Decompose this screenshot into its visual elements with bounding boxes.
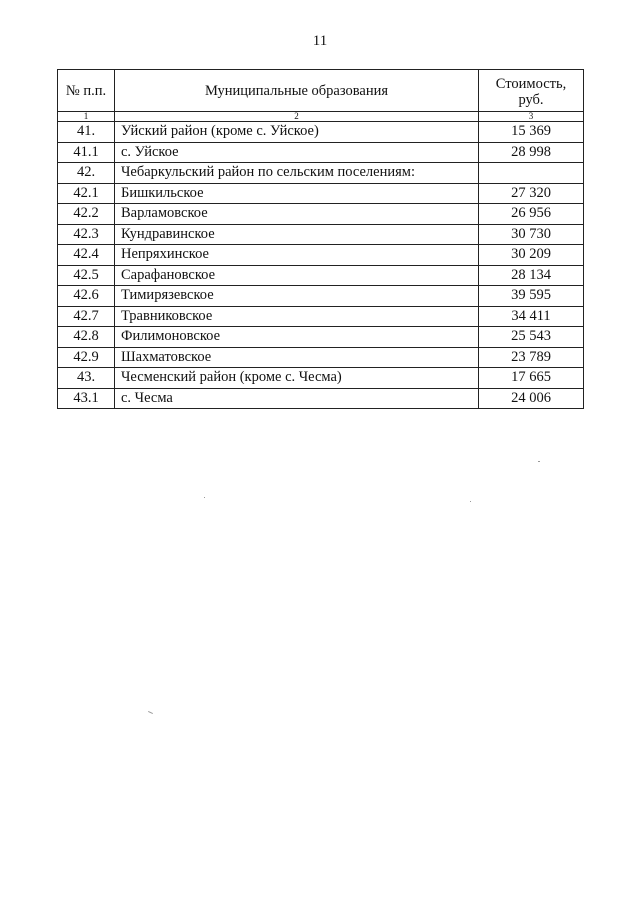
row-number: 42.8 xyxy=(58,327,115,348)
table-row xyxy=(58,163,584,184)
row-cost: 39 595 xyxy=(479,286,584,307)
row-cost: 25 543 xyxy=(479,327,584,348)
scan-speck xyxy=(470,501,471,502)
header-cost-line2: руб. xyxy=(518,91,544,108)
row-cost: 26 956 xyxy=(479,204,584,225)
row-municipality: Варламовское xyxy=(115,204,479,225)
row-cost: 27 320 xyxy=(479,183,584,204)
row-number: 43. xyxy=(58,368,115,389)
row-number: 41. xyxy=(58,122,115,143)
table-row xyxy=(58,183,584,204)
row-number: 42.6 xyxy=(58,286,115,307)
row-municipality: Сарафановское xyxy=(115,265,479,286)
row-cost: 17 665 xyxy=(479,368,584,389)
row-cost xyxy=(479,163,584,184)
row-cost: 23 789 xyxy=(479,347,584,368)
column-number: 3 xyxy=(479,112,584,122)
row-cost: 30 209 xyxy=(479,245,584,266)
row-number: 42.2 xyxy=(58,204,115,225)
row-cost: 24 006 xyxy=(479,388,584,409)
row-municipality: Травниковское xyxy=(115,306,479,327)
table-row xyxy=(58,224,584,245)
row-cost: 34 411 xyxy=(479,306,584,327)
row-number: 42.4 xyxy=(58,245,115,266)
row-municipality: Чесменский район (кроме с. Чесма) xyxy=(115,368,479,389)
table-row xyxy=(58,327,584,348)
row-municipality: с. Чесма xyxy=(115,388,479,409)
row-number: 42.5 xyxy=(58,265,115,286)
row-number: 42. xyxy=(58,163,115,184)
row-municipality: Кундравинское xyxy=(115,224,479,245)
scan-speck xyxy=(538,461,540,462)
table-row xyxy=(58,122,584,143)
table-row xyxy=(58,245,584,266)
scan-speck xyxy=(204,497,205,498)
row-number: 42.9 xyxy=(58,347,115,368)
header-number: № п.п. xyxy=(58,70,115,112)
row-number: 42.3 xyxy=(58,224,115,245)
header-municipality: Муниципальные образования xyxy=(115,70,479,112)
cost-table xyxy=(57,69,584,409)
row-municipality: Чебаркульский район по сельским поселениям: xyxy=(115,163,479,184)
header-cost xyxy=(479,70,584,112)
column-number: 2 xyxy=(115,112,479,122)
row-municipality: Бишкильское xyxy=(115,183,479,204)
row-number: 42.1 xyxy=(58,183,115,204)
row-municipality: Филимоновское xyxy=(115,327,479,348)
table-row xyxy=(58,306,584,327)
table-row xyxy=(58,368,584,389)
table-header-row xyxy=(58,70,584,112)
row-cost: 30 730 xyxy=(479,224,584,245)
table-row xyxy=(58,265,584,286)
table-row xyxy=(58,388,584,409)
row-municipality: Шахматовское xyxy=(115,347,479,368)
table-row xyxy=(58,347,584,368)
row-number: 42.7 xyxy=(58,306,115,327)
header-cost-line1: Стоимость, xyxy=(495,75,567,92)
table-row xyxy=(58,142,584,163)
row-municipality: Непряхинское xyxy=(115,245,479,266)
scan-speck xyxy=(148,711,153,714)
row-municipality: с. Уйское xyxy=(115,142,479,163)
row-cost: 28 998 xyxy=(479,142,584,163)
row-cost: 15 369 xyxy=(479,122,584,143)
column-number: 1 xyxy=(58,112,115,122)
row-municipality: Тимирязевское xyxy=(115,286,479,307)
page-number: 11 xyxy=(312,33,328,49)
column-number-row xyxy=(58,112,584,122)
table-row xyxy=(58,204,584,225)
row-municipality: Уйский район (кроме с. Уйское) xyxy=(115,122,479,143)
row-cost: 28 134 xyxy=(479,265,584,286)
row-number: 41.1 xyxy=(58,142,115,163)
row-number: 43.1 xyxy=(58,388,115,409)
table-row xyxy=(58,286,584,307)
